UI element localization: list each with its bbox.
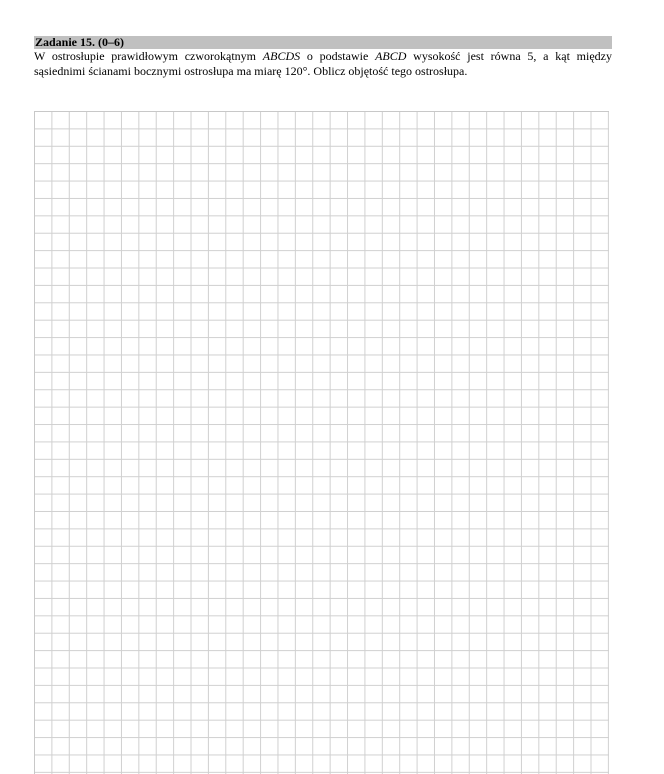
task-text-part3: wysokość jest równa 5, a kąt między sąsiednimi ścianami bocznymi ostrosłupa ma miarę 120°. Oblicz objętość tego ostrosłupa. (34, 49, 613, 78)
answer-grid[interactable] (34, 111, 609, 774)
task-header: Zadanie 15. (0–6) (34, 36, 612, 49)
base-name: ABCD (375, 49, 407, 63)
task-text-part1: W ostrosłupie prawidłowym czworokątnym (34, 49, 263, 63)
solid-name: ABCDS (262, 49, 301, 63)
task-text-part2: o podstawie (300, 49, 376, 63)
task-statement (34, 49, 612, 79)
